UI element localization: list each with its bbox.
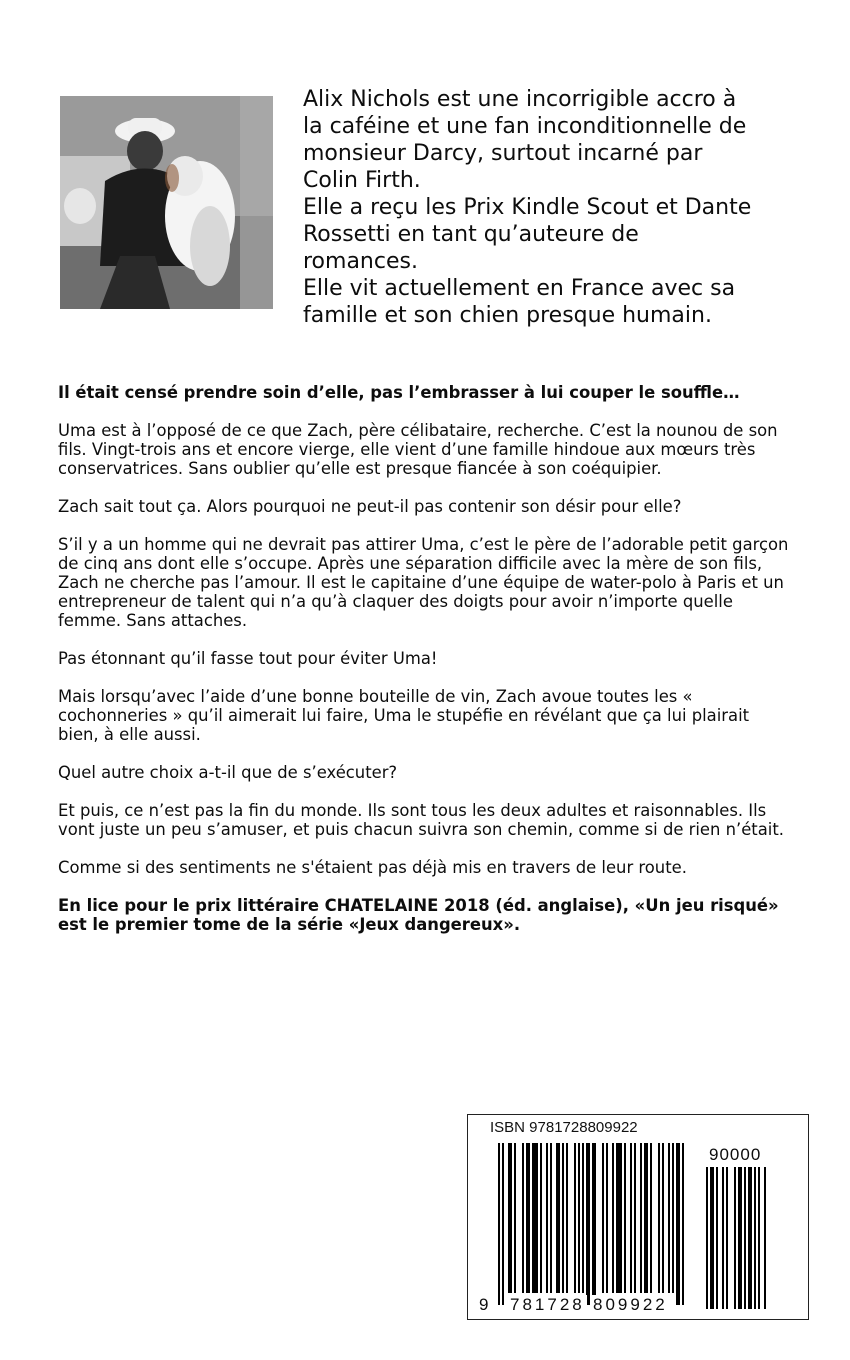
barcode-bar — [682, 1143, 684, 1305]
barcode-bar — [508, 1143, 512, 1293]
barcode-bar — [540, 1143, 542, 1293]
barcode-bar — [662, 1143, 664, 1293]
barcode-bar — [710, 1167, 714, 1309]
ean13-bars — [498, 1143, 698, 1309]
addon-digits: 90000 — [709, 1145, 762, 1164]
barcode-bar — [514, 1143, 516, 1293]
isbn-label: ISBN 9781728809922 — [490, 1119, 638, 1136]
barcode-bar — [624, 1143, 626, 1293]
bio-line: Rossetti en tant qu’auteure de — [303, 222, 639, 247]
barcode-bar — [582, 1143, 584, 1293]
barcode-bar — [634, 1143, 636, 1293]
bio-line: famille et son chien presque humain. — [303, 303, 712, 328]
bio-line: Elle vit actuellement en France avec sa — [303, 276, 736, 301]
bio-line: Elle a reçu les Prix Kindle Scout et Dante — [303, 195, 752, 220]
barcode-bar — [630, 1143, 632, 1293]
book-blurb — [58, 383, 793, 953]
bio-line: la caféine et une fan inconditionnelle de — [303, 114, 747, 139]
barcode-bar — [556, 1143, 560, 1293]
barcode-right-digits: 809922 — [593, 1295, 668, 1314]
barcode-bar — [550, 1143, 552, 1293]
barcode-bar — [546, 1143, 548, 1293]
barcode-bar — [562, 1143, 564, 1293]
barcode-bar — [734, 1167, 736, 1309]
barcode-bar — [738, 1167, 742, 1309]
barcode-bar — [606, 1143, 608, 1293]
barcode-bar — [716, 1167, 718, 1309]
blurb-paragraph: S’il y a un homme qui ne devrait pas attirer Uma, c’est le père de l’adorable petit garçon de cinq ans dont elle s’occupe. Après une séparation difficile avec la mère de son fils, Zach ne cherche pas l’amour. Il est le capitaine d’une équipe de water-polo à Paris et un entrepreneur de talent qui n’a qu’à claquer des doigts pour avoir n’importe quelle femme. Sans attaches. — [58, 535, 789, 630]
blurb-paragraph: Comme si des sentiments ne s'étaient pas déjà mis en travers de leur route. — [58, 858, 687, 877]
barcode-bar — [758, 1167, 760, 1309]
barcode-left-digits: 781728 — [510, 1295, 585, 1314]
blurb-paragraph: Pas étonnant qu’il fasse tout pour éviter Uma! — [58, 649, 438, 668]
blurb-paragraph: Uma est à l’opposé de ce que Zach, père célibataire, recherche. C’est la nounou de son fils. Vingt-trois ans et encore vierge, elle vient d’une famille hindoue aux mœurs très conservatrices. Sans oublier qu’elle est presque fiancée à son coéquipier. — [58, 421, 778, 478]
barcode-bar — [744, 1167, 746, 1309]
blurb-paragraph: Mais lorsqu’avec l’aide d’une bonne bouteille de vin, Zach avoue toutes les « cochonneries » qu’il aimerait lui faire, Uma le stupéfie en révélant que ça lui plairait bien, à elle aussi. — [58, 687, 750, 744]
barcode-bar — [764, 1167, 766, 1309]
barcode-bar — [706, 1167, 708, 1309]
barcode-bar — [640, 1143, 642, 1293]
award-note: En lice pour le prix littéraire CHATELAINE 2018 (éd. anglaise), «Un jeu risqué» est le premier tome de la série «Jeux dangereux». — [58, 896, 779, 934]
blurb-paragraph: Zach sait tout ça. Alors pourquoi ne peut-il pas contenir son désir pour elle? — [58, 497, 682, 516]
isbn-barcode — [467, 1114, 809, 1320]
barcode-bar — [658, 1143, 660, 1293]
barcode-bar — [748, 1167, 752, 1309]
blurb-paragraph: Quel autre choix a-t-il que de s’exécuter? — [58, 763, 398, 782]
barcode-bar — [616, 1143, 622, 1293]
bio-line: Colin Firth. — [303, 168, 421, 193]
barcode-bar — [602, 1143, 604, 1293]
barcode-bar — [532, 1143, 538, 1293]
barcode-bar — [722, 1167, 724, 1309]
bio-line: monsieur Darcy, surtout incarné par — [303, 141, 703, 166]
bio-line: romances. — [303, 249, 418, 274]
barcode-bar — [668, 1143, 670, 1293]
barcode-bar — [650, 1143, 652, 1293]
author-photo — [60, 96, 273, 309]
barcode-bar — [574, 1143, 576, 1293]
barcode-bar — [566, 1143, 568, 1293]
barcode-first-digit: 9 — [479, 1295, 489, 1314]
barcode-bar — [502, 1143, 504, 1305]
tagline: Il était censé prendre soin d’elle, pas l’embrasser à lui couper le souffle… — [58, 383, 740, 402]
barcode-bar — [586, 1143, 590, 1305]
barcode-bar — [578, 1143, 580, 1293]
barcode-bar — [676, 1143, 680, 1305]
barcode-bar — [754, 1167, 756, 1309]
barcode-bar — [498, 1143, 500, 1305]
barcode-bar — [526, 1143, 530, 1293]
addon-bars — [706, 1167, 772, 1309]
blurb-paragraph: Et puis, ce n’est pas la fin du monde. Ils sont tous les deux adultes et raisonnables. Ils vont juste un peu s’amuser, et puis chacun suivra son chemin, comme si de rien n’était. — [58, 801, 784, 839]
barcode-bar — [726, 1167, 728, 1309]
barcode-bar — [522, 1143, 524, 1293]
author-bio — [303, 86, 803, 329]
barcode-bar — [592, 1143, 596, 1305]
barcode-bar — [672, 1143, 674, 1293]
bio-line: Alix Nichols est une incorrigible accro à — [303, 87, 737, 112]
barcode-bar — [612, 1143, 614, 1293]
barcode-bar — [644, 1143, 648, 1293]
